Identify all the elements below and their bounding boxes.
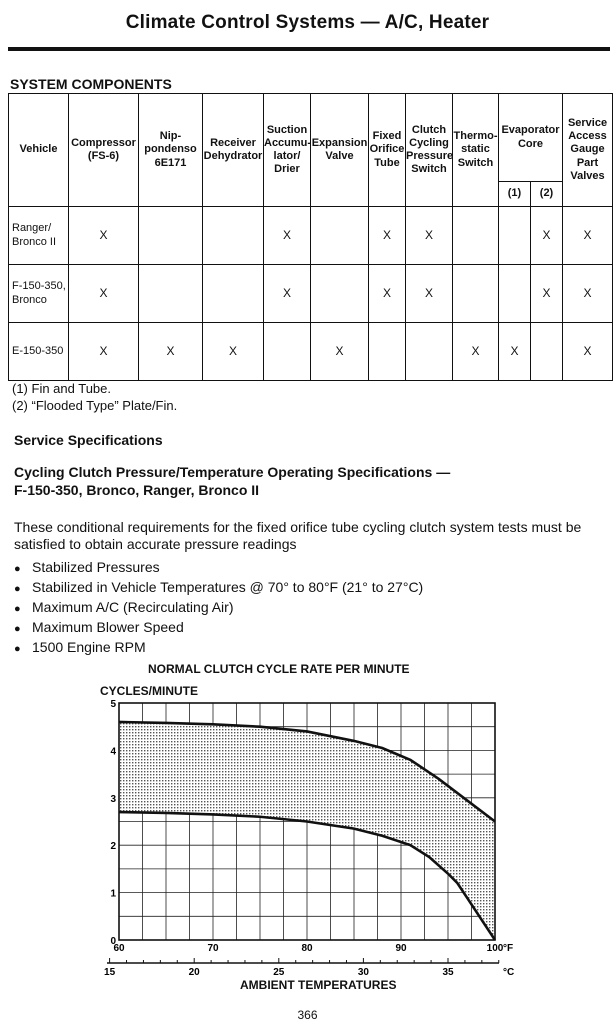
page-number: 366 bbox=[297, 1008, 318, 1022]
cell-nippondenso: X bbox=[139, 323, 203, 381]
header-thermostatic-switch: Thermo-static Switch bbox=[453, 94, 499, 207]
x-unit-celsius: °C bbox=[503, 967, 515, 978]
y-tick-label: 3 bbox=[110, 793, 116, 805]
cell-service: X bbox=[563, 207, 613, 265]
header-evaporator-core: Evaporator Core bbox=[499, 94, 563, 182]
cell-evap-1: X bbox=[499, 323, 531, 381]
cell-service: X bbox=[563, 265, 613, 323]
y-tick-label: 0 bbox=[110, 936, 116, 947]
page-title: Climate Control Systems — A/C, Heater bbox=[125, 12, 490, 33]
header-suction-accumulator: Suction Accumu-lator/ Drier bbox=[264, 94, 311, 207]
y-tick-label: 1 bbox=[110, 888, 116, 900]
cell-suction: X bbox=[264, 265, 311, 323]
service-specifications-heading: Service Specifications bbox=[14, 432, 163, 448]
cycling-clutch-heading-line-1: Cycling Clutch Pressure/Temperature Operating Specifications — bbox=[14, 464, 451, 480]
cell-compressor: X bbox=[69, 323, 139, 381]
list-item: ● 1500 Engine RPM bbox=[14, 638, 423, 658]
footnote-2: (2) “Flooded Type” Plate/Fin. bbox=[12, 398, 178, 413]
x2-tick-label: 15 bbox=[104, 967, 116, 978]
chart-x-axis-label: AMBIENT TEMPERATURES bbox=[240, 978, 397, 992]
system-components-heading: SYSTEM COMPONENTS bbox=[10, 76, 172, 92]
cell-evap-2: X bbox=[531, 207, 563, 265]
x-unit-fahrenheit: °F bbox=[503, 943, 514, 954]
footnote-1: (1) Fin and Tube. bbox=[12, 381, 111, 396]
chart-y-axis-label: CYCLES/MINUTE bbox=[100, 684, 199, 698]
header-receiver-dehydrator: Receiver Dehydrator bbox=[203, 94, 264, 207]
cell-orifice: X bbox=[369, 265, 406, 323]
cell-suction: X bbox=[264, 207, 311, 265]
x-tick-label: 60 bbox=[113, 943, 125, 954]
list-item: ● Stabilized in Vehicle Temperatures @ 70° to 80°F (21° to 27°C) bbox=[14, 578, 423, 598]
x-tick-label: 100 bbox=[486, 943, 504, 954]
x2-tick-label: 35 bbox=[442, 967, 454, 978]
x2-tick-label: 20 bbox=[188, 967, 200, 978]
cell-thermo: X bbox=[453, 323, 499, 381]
x-tick-label: 80 bbox=[301, 943, 313, 954]
header-service-access-valves: Service Access Gauge Part Valves bbox=[563, 94, 613, 207]
x2-tick-label: 25 bbox=[273, 967, 285, 978]
list-item: ● Maximum Blower Speed bbox=[14, 618, 423, 638]
cell-compressor: X bbox=[69, 207, 139, 265]
y-tick-label: 2 bbox=[110, 841, 116, 853]
cell-vehicle: F-150-350, Bronco bbox=[9, 265, 69, 323]
y-tick-label: 5 bbox=[110, 699, 116, 710]
cell-vehicle: Ranger/ Bronco II bbox=[9, 207, 69, 265]
cell-compressor: X bbox=[69, 265, 139, 323]
chart-title: NORMAL CLUTCH CYCLE RATE PER MINUTE bbox=[148, 662, 410, 676]
header-compressor: Compressor (FS-6) bbox=[69, 94, 139, 207]
header-fixed-orifice-tube: Fixed Orifice Tube bbox=[369, 94, 406, 207]
x-tick-label: 90 bbox=[395, 943, 407, 954]
header-clutch-cycling-switch: Clutch Cycling Pressure Switch bbox=[406, 94, 453, 207]
list-item: ● Maximum A/C (Recirculating Air) bbox=[14, 598, 423, 618]
header-evaporator-sub-1: (1) bbox=[499, 182, 531, 207]
x2-tick-label: 30 bbox=[357, 967, 369, 978]
header-nippondenso: Nip-pondenso 6E171 bbox=[139, 94, 203, 207]
conditions-intro: These conditional requirements for the fixed orifice tube cycling clutch system tests must be satisfied to obtain accurate pressure readings bbox=[14, 519, 582, 552]
cell-expansion: X bbox=[311, 323, 369, 381]
cell-vehicle: E-150-350 bbox=[9, 323, 69, 381]
header-evaporator-sub-2: (2) bbox=[531, 182, 563, 207]
cell-service: X bbox=[563, 323, 613, 381]
header-vehicle: Vehicle bbox=[9, 94, 69, 207]
y-tick-label: 4 bbox=[110, 746, 116, 758]
cell-evap-2: X bbox=[531, 265, 563, 323]
cell-orifice: X bbox=[369, 207, 406, 265]
x-tick-label: 70 bbox=[207, 943, 219, 954]
list-item: ● Stabilized Pressures bbox=[14, 558, 423, 578]
header-expansion-valve: Expansion Valve bbox=[311, 94, 369, 207]
cell-receiver: X bbox=[203, 323, 264, 381]
cell-clutch: X bbox=[406, 265, 453, 323]
cycling-clutch-heading-line-2: F-150-350, Bronco, Ranger, Bronco II bbox=[14, 482, 260, 498]
cell-clutch: X bbox=[406, 207, 453, 265]
